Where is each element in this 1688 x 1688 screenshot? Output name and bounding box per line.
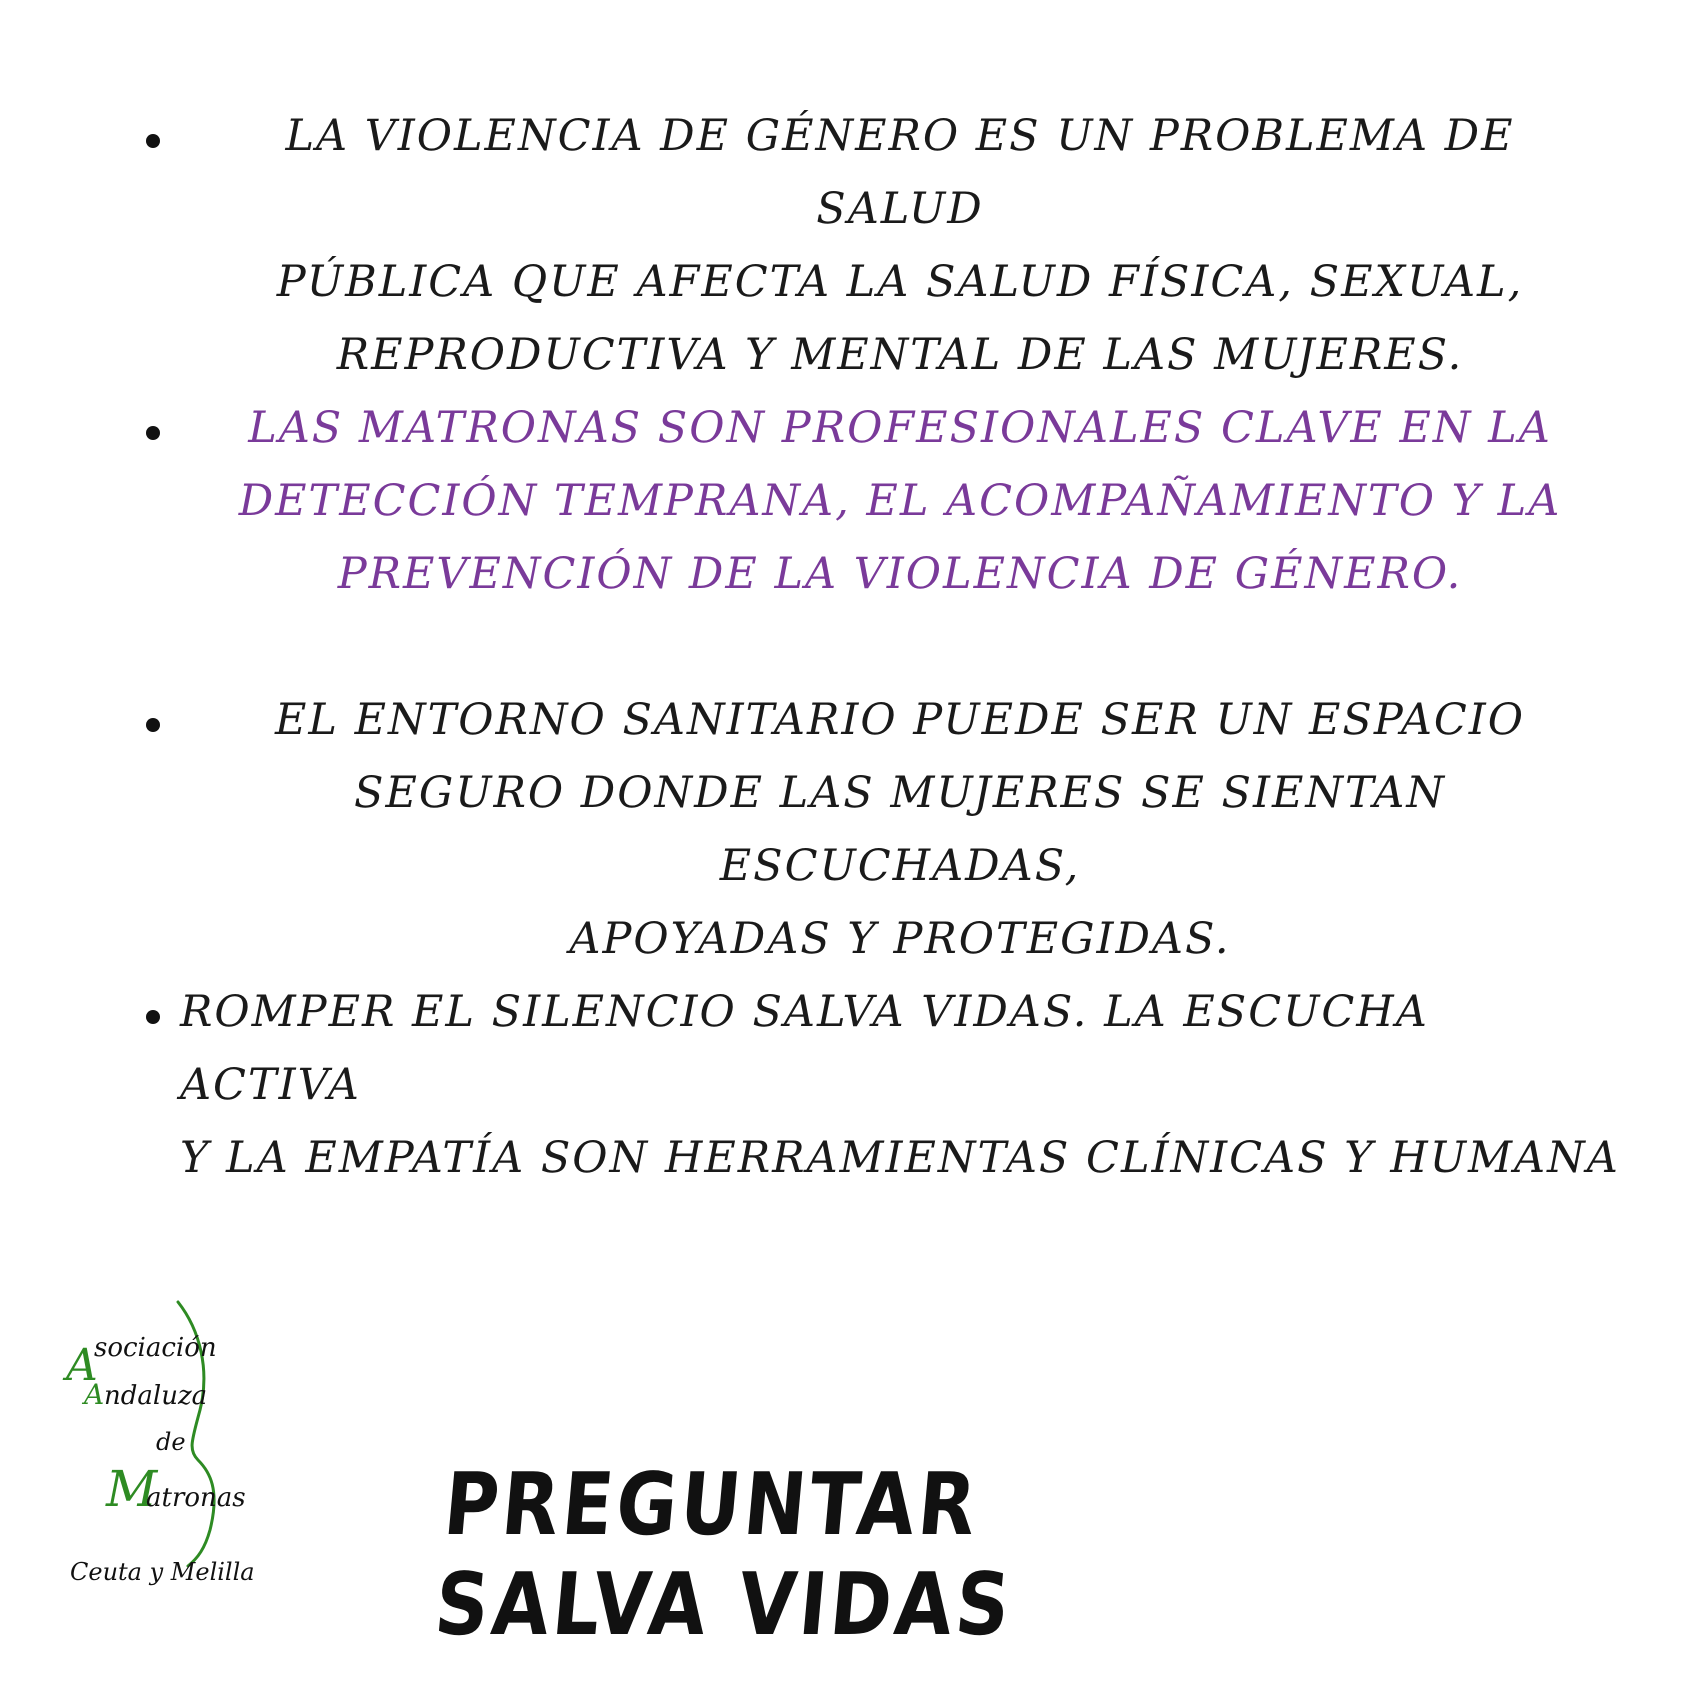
logo-line1: sociación [94,1333,217,1363]
bullet-text-2: LAS MATRONAS SON PROFESIONALES CLAVE EN LA DETECCIÓN TEMPRANA, EL ACOMPAÑAMIENTO Y LA PREVENCIÓN DE LA VIOLENCIA DE GÉNERO. [238,403,1562,599]
logo-initial-m: M [106,1460,158,1518]
bullet-text-4: ROMPER EL SILENCIO SALVA VIDAS. LA ESCUCHA ACTIVA Y LA EMPATÍA SON HERRAMIENTAS CLÍNICAS Y HUMANA [180,987,1620,1183]
bullet-dot [146,134,160,148]
logo-line5: Ceuta y Melilla [70,1558,255,1586]
tagline: PREGUNTAR SALVA VIDAS [430,1455,1018,1655]
logo-line3: de [156,1428,186,1456]
association-logo [60,1300,320,1600]
bullet-dot [146,1010,160,1024]
logo-initial-a2: A [84,1378,105,1411]
bullet-dot [146,718,160,732]
bullet-text-3: EL ENTORNO SANITARIO PUEDE SER UN ESPACIO SEGURO DONDE LAS MUJERES SE SIENTAN ESCUCHADAS, APOYADAS Y PROTEGIDAS. [274,695,1526,964]
logo-initial-a1: A [66,1340,98,1391]
logo-graphic [60,1300,320,1600]
logo-line2: ndaluza [104,1381,208,1411]
bullet-text-1: LA VIOLENCIA DE GÉNERO ES UN PROBLEMA DE SALUD PÚBLICA QUE AFECTA LA SALUD FÍSICA, SEXUAL, REPRODUCTIVA Y MENTAL DE LAS MUJERES. [276,111,1524,380]
bullet-dot [146,426,160,440]
logo-line4: atronas [146,1483,246,1513]
